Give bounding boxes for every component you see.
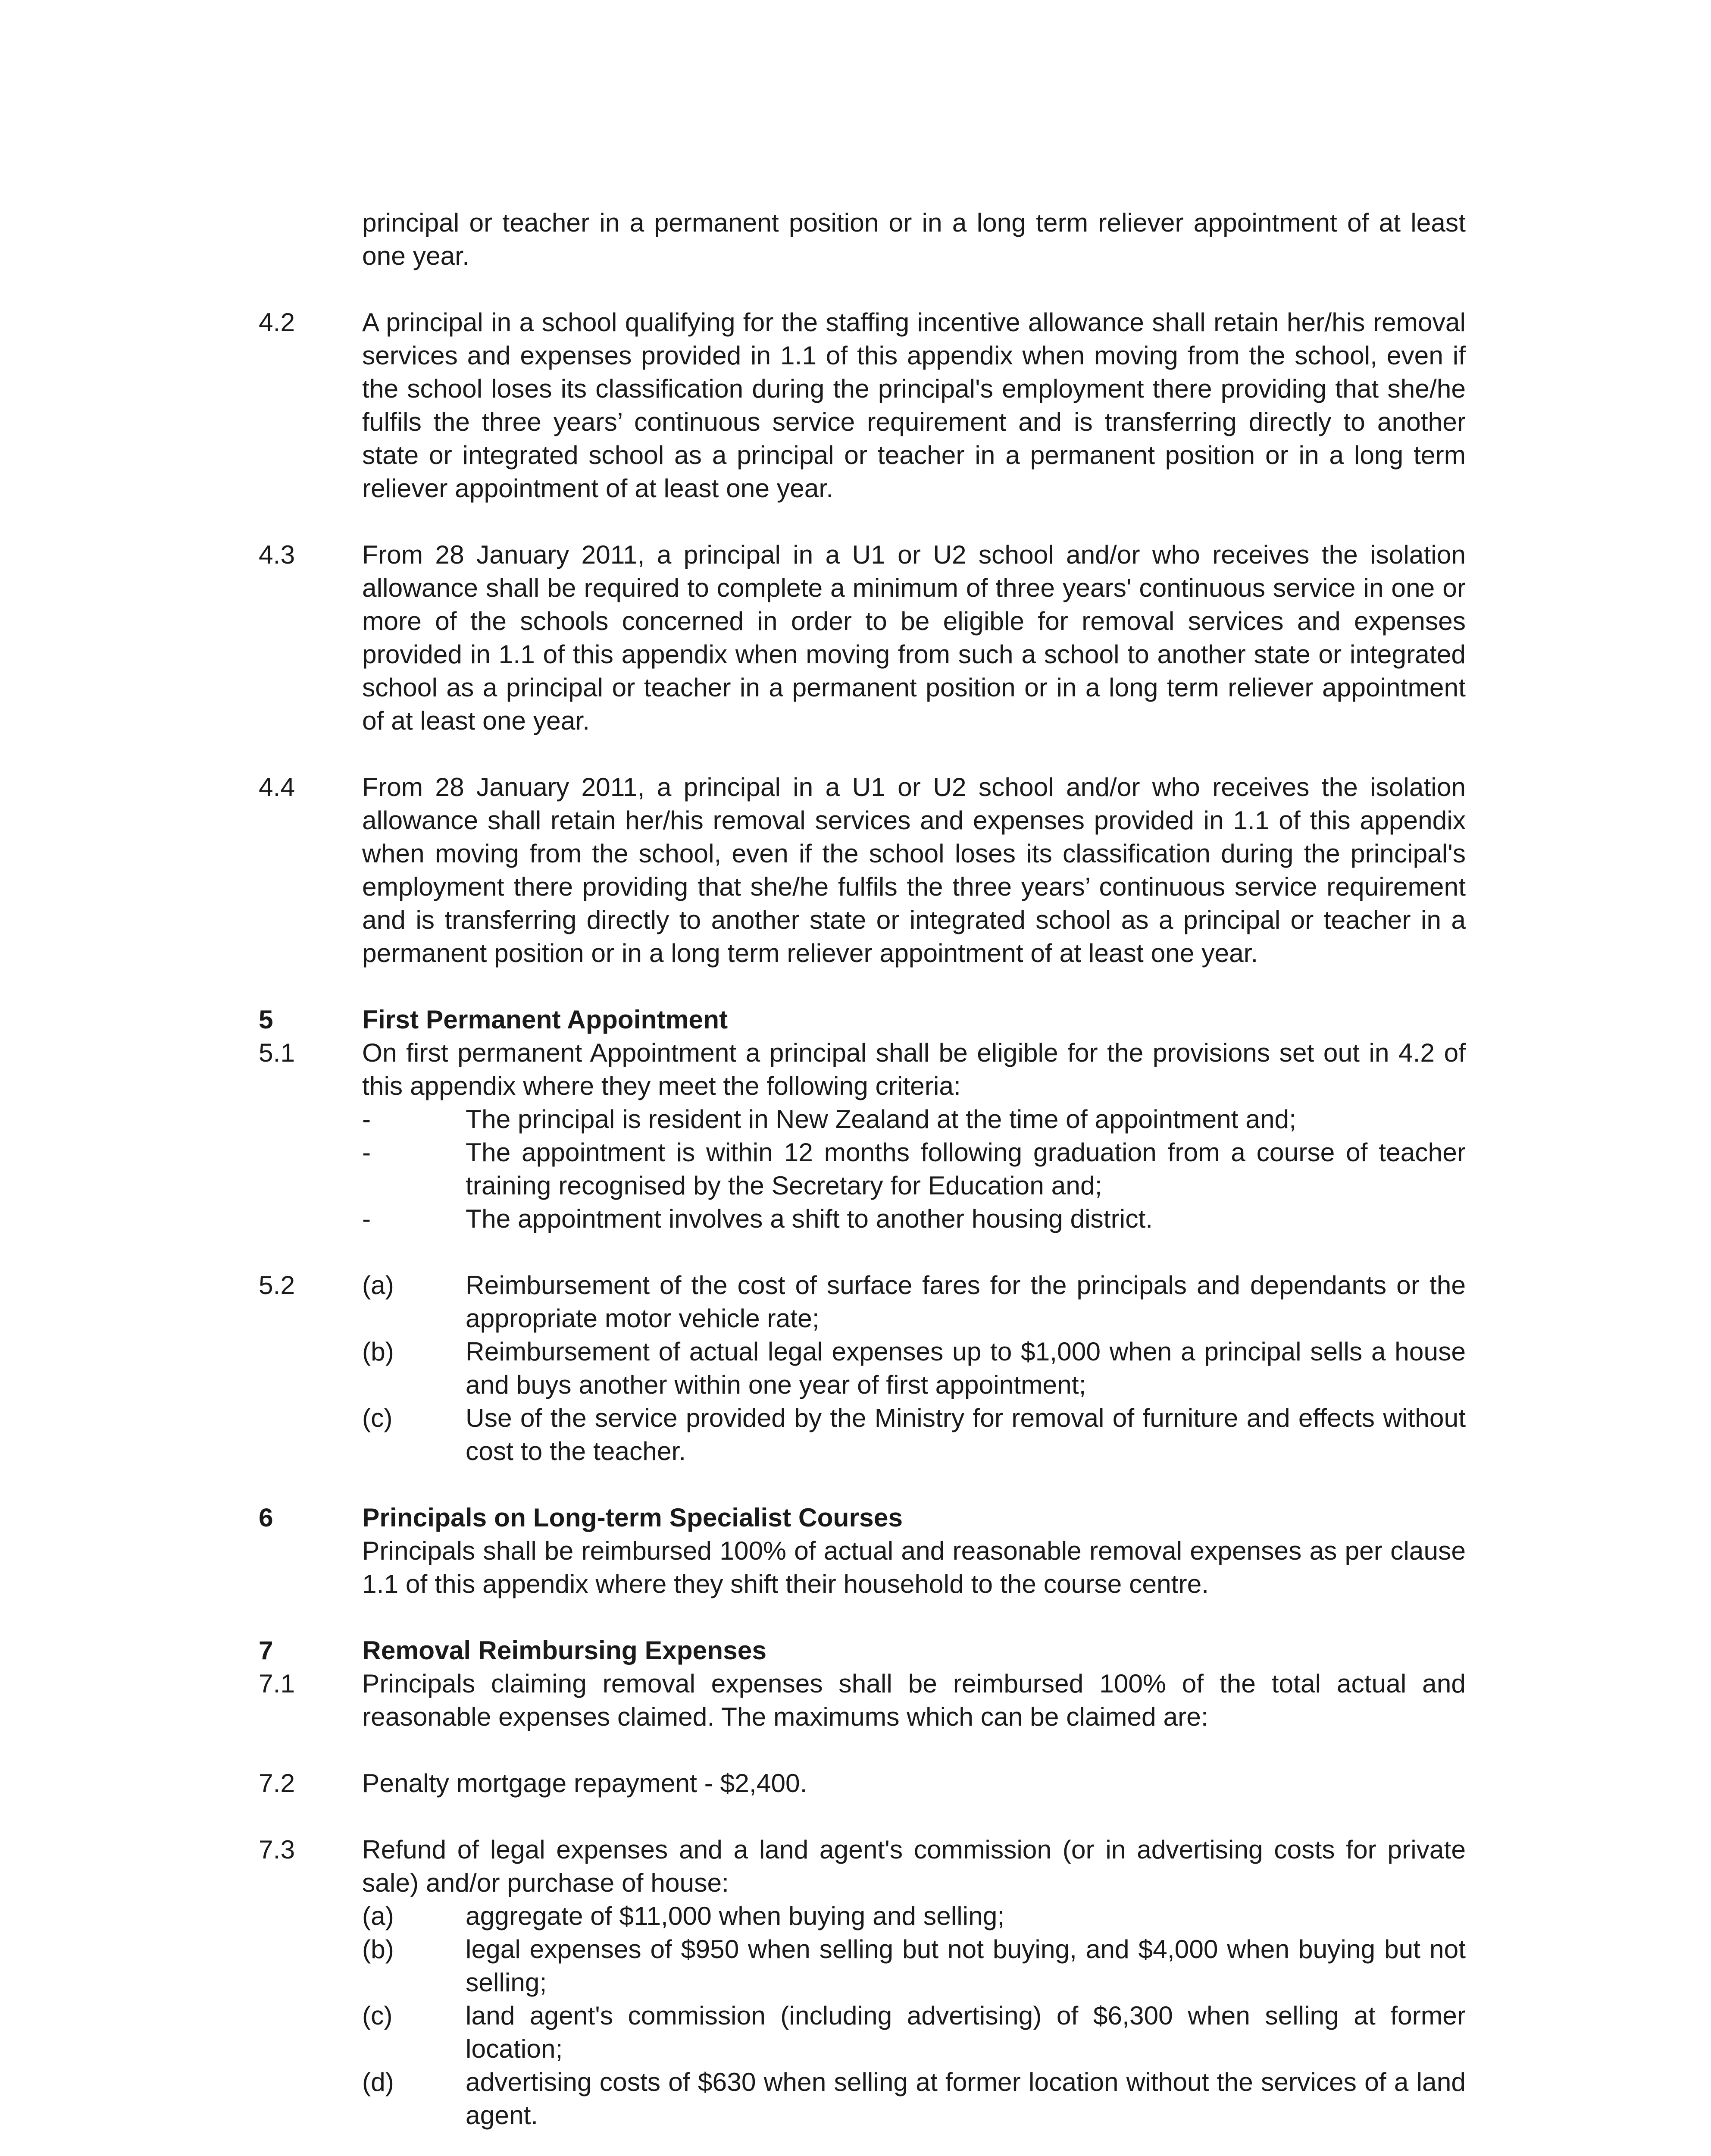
section-number: 6 xyxy=(259,1503,273,1532)
paragraph-number: 7.2 xyxy=(259,1768,295,1798)
section-number: 5 xyxy=(259,1005,273,1034)
section-6-heading xyxy=(259,1501,1466,1534)
list-label: (c) xyxy=(362,1403,393,1432)
list-item-text: land agent's commission (including advertising) of $6,300 when selling at former location; xyxy=(466,2001,1466,2063)
page-content xyxy=(259,206,1466,2132)
list-bullet: - xyxy=(362,1204,371,1233)
paragraph-text: Refund of legal expenses and a land agent's commission (or in advertising costs for private sale) and/or purchase of house: xyxy=(362,1835,1466,1897)
list-item-text: advertising costs of $630 when selling at former location without the services of a land agent. xyxy=(466,2067,1466,2130)
list-item xyxy=(362,1103,1466,1136)
list-label: (a) xyxy=(362,1901,394,1930)
list-label: (a) xyxy=(362,1270,394,1300)
section-6-body xyxy=(259,1534,1466,1601)
paragraph-number: 5.2 xyxy=(259,1270,295,1300)
list-item-text: The appointment involves a shift to another housing district. xyxy=(466,1204,1153,1233)
paragraph-text: From 28 January 2011, a principal in a U1 or U2 school and/or who receives the isolation allowance shall retain her/his removal services and expenses provided in 1.1 of this appendix when moving from the school, even if the school loses its classification during the principal's employment there providing that she/he fulfils the three years’ continuous service requirement and is transferring directly to another state or integrated school as a principal or teacher in a permanent position or in a long term reliever appointment of at least one year. xyxy=(362,772,1466,968)
paragraph-text: Penalty mortgage repayment - $2,400. xyxy=(362,1768,807,1798)
section-5-heading xyxy=(259,1003,1466,1036)
paragraph-text: From 28 January 2011, a principal in a U1 or U2 school and/or who receives the isolation allowance shall be required to complete a minimum of three years' continuous service in one or more of the schools concerned in order to be eligible for removal services and expenses provided in 1.1 of this appendix when moving from such a school to another state or integrated school as a principal or teacher in a permanent position or in a long term reliever appointment of at least one year. xyxy=(362,540,1466,735)
list-item xyxy=(362,1136,1466,1202)
paragraph-5-1 xyxy=(259,1036,1466,1103)
list-item-text: The principal is resident in New Zealand at the time of appointment and; xyxy=(466,1104,1296,1134)
paragraph-text: Principals shall be reimbursed 100% of actual and reasonable removal expenses as per clause 1.1 of this appendix where they shift their household to the course centre. xyxy=(362,1536,1466,1598)
list-item xyxy=(362,2065,1466,2132)
list-item-text: aggregate of $11,000 when buying and selling; xyxy=(466,1901,1005,1930)
paragraph-number: 4.3 xyxy=(259,540,295,569)
paragraph-7-1 xyxy=(259,1667,1466,1733)
list-item xyxy=(362,1269,1466,1335)
list-bullet: - xyxy=(362,1104,371,1134)
paragraph-number: 4.4 xyxy=(259,772,295,802)
paragraph-4-2 xyxy=(259,306,1466,505)
list-item xyxy=(362,1999,1466,2065)
paragraph-number: 4.2 xyxy=(259,307,295,337)
paragraph-text: On first permanent Appointment a principal shall be eligible for the provisions set out in 4.2 of this appendix where they meet the following criteria: xyxy=(362,1038,1466,1100)
section-title: Principals on Long-term Specialist Courses xyxy=(362,1503,903,1532)
paragraph-4-1-continuation xyxy=(259,206,1466,273)
list-label: (c) xyxy=(362,2001,393,2030)
paragraph-number: 7.3 xyxy=(259,1835,295,1864)
list-item-text: The appointment is within 12 months following graduation from a course of teacher training recognised by the Secretary for Education and; xyxy=(466,1138,1466,1200)
section-title: Removal Reimbursing Expenses xyxy=(362,1636,767,1665)
paragraph-text: principal or teacher in a permanent position or in a long term reliever appointment of at least one year. xyxy=(362,208,1466,270)
paragraph-4-3 xyxy=(259,538,1466,737)
list-bullet: - xyxy=(362,1138,371,1167)
list-item xyxy=(362,1933,1466,1999)
list-item-text: Reimbursement of actual legal expenses up to $1,000 when a principal sells a house and buys another within one year of first appointment; xyxy=(466,1337,1466,1399)
section-number: 7 xyxy=(259,1636,273,1665)
list-item xyxy=(362,1335,1466,1401)
list-item-text: Use of the service provided by the Ministry for removal of furniture and effects without cost to the teacher. xyxy=(466,1403,1466,1466)
section-7-heading xyxy=(259,1634,1466,1667)
paragraph-7-2 xyxy=(259,1767,1466,1800)
paragraph-4-4 xyxy=(259,771,1466,970)
list-item xyxy=(362,1899,1466,1933)
paragraph-text: A principal in a school qualifying for the staffing incentive allowance shall retain her/his removal services and expenses provided in 1.1 of this appendix when moving from the school, even if the school loses its classification during the principal's employment there providing that she/he fulfils the three years’ continuous service requirement and is transferring directly to another state or integrated school as a principal or teacher in a permanent position or in a long term reliever appointment of at least one year. xyxy=(362,307,1466,503)
list-item-text: Reimbursement of the cost of surface fares for the principals and dependants or the appropriate motor vehicle rate; xyxy=(466,1270,1466,1333)
list-label: (d) xyxy=(362,2067,394,2096)
list-item-text: legal expenses of $950 when selling but not buying, and $4,000 when buying but not selling; xyxy=(466,1934,1466,1997)
paragraph-number: 7.1 xyxy=(259,1669,295,1698)
paragraph-text: Principals claiming removal expenses shall be reimbursed 100% of the total actual and reasonable expenses claimed. The maximums which can be claimed are: xyxy=(362,1669,1466,1731)
section-title: First Permanent Appointment xyxy=(362,1005,728,1034)
paragraph-number: 5.1 xyxy=(259,1038,295,1067)
list-item xyxy=(362,1401,1466,1468)
paragraph-7-3 xyxy=(259,1833,1466,1899)
list-label: (b) xyxy=(362,1337,394,1366)
paragraph-5-2 xyxy=(259,1269,1466,1468)
list-label: (b) xyxy=(362,1934,394,1964)
list-item xyxy=(362,1202,1466,1235)
